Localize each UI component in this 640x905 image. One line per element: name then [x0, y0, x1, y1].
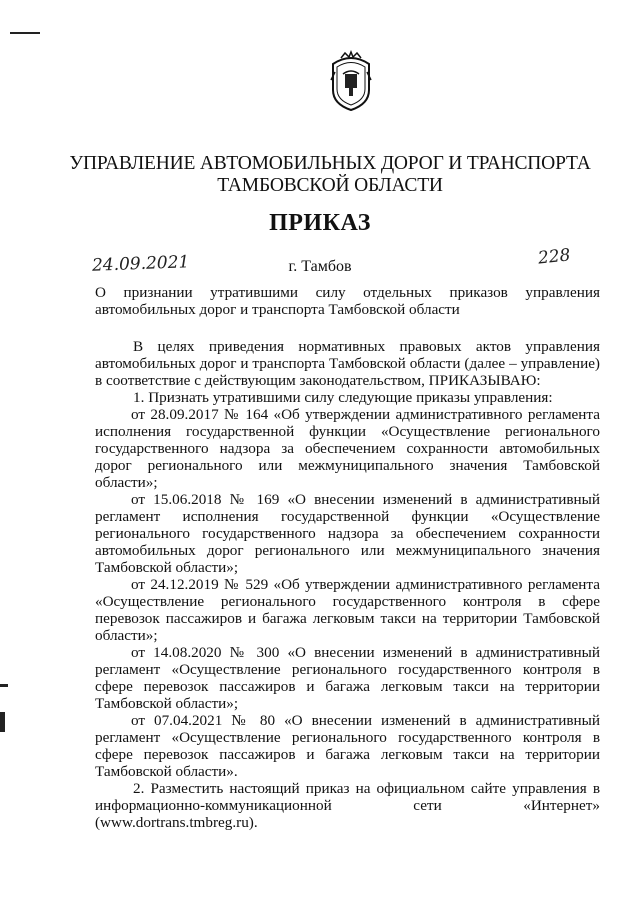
document-body	[95, 284, 600, 831]
city: г. Тамбов	[288, 258, 352, 275]
tambov-coat-of-arms-icon	[327, 50, 375, 112]
handwritten-date: 24.09.2021	[91, 252, 190, 276]
scan-mark-top-left	[10, 32, 40, 34]
document-title: ПРИКАЗ	[269, 210, 371, 236]
order-item: от 28.09.2017 № 164 «Об утверждении административного регламента исполнения государственной функции «Осуществление регионального государственного надзора за обеспечением сохранности автомобильных дорог регионального или межмуниципального значения Тамбовской области»;	[95, 406, 600, 491]
preamble: В целях приведения нормативных правовых актов управления автомобильных дорог и транспорта Тамбовской области (далее – управление) в соответствие с действующим законодательством, ПРИКАЗЫВАЮ:	[95, 338, 600, 389]
point-2: 2. Разместить настоящий приказ на официальном сайте управления в информационно-коммуникационной сети «Интернет» (www.dortrans.tmbreg.ru).	[95, 780, 600, 831]
scan-mark-left-2	[0, 712, 5, 732]
order-item: от 14.08.2020 № 300 «О внесении изменений в административный регламент «Осуществление регионального государственного контроля в сфере перевозок пассажиров и багажа легковым такси на территории Тамбовской области»;	[95, 644, 600, 712]
handwritten-number: 228	[537, 245, 572, 269]
order-item: от 24.12.2019 № 529 «Об утверждении административного регламента «Осуществление регионального государственного контроля в сфере перевозок пассажиров и багажа легковым такси на территории Тамбовской области»;	[95, 576, 600, 644]
order-item: от 07.04.2021 № 80 «О внесении изменений в административный регламент «Осуществление регионального государственного контроля в сфере перевозок пассажиров и багажа легковым такси на территории Тамбовской области».	[95, 712, 600, 780]
document-subject: О признании утратившими силу отдельных приказов управления автомобильных дорог и транспорта Тамбовской области	[95, 284, 600, 318]
organization-name	[60, 153, 600, 197]
point-1-intro: 1. Признать утратившими силу следующие приказы управления:	[133, 389, 553, 406]
order-item: от 15.06.2018 № 169 «О внесении изменений в административный регламент исполнения государственной функции «Осуществление регионального государственного надзора за обеспечением сохранности автомобильных дорог регионального или межмуниципального значения Тамбовской области»;	[95, 491, 600, 576]
organization-line-1: УПРАВЛЕНИЕ АВТОМОБИЛЬНЫХ ДОРОГ И ТРАНСПОРТА	[69, 153, 591, 174]
scan-mark-left-1	[0, 684, 8, 687]
organization-line-2: ТАМБОВСКОЙ ОБЛАСТИ	[217, 175, 443, 196]
